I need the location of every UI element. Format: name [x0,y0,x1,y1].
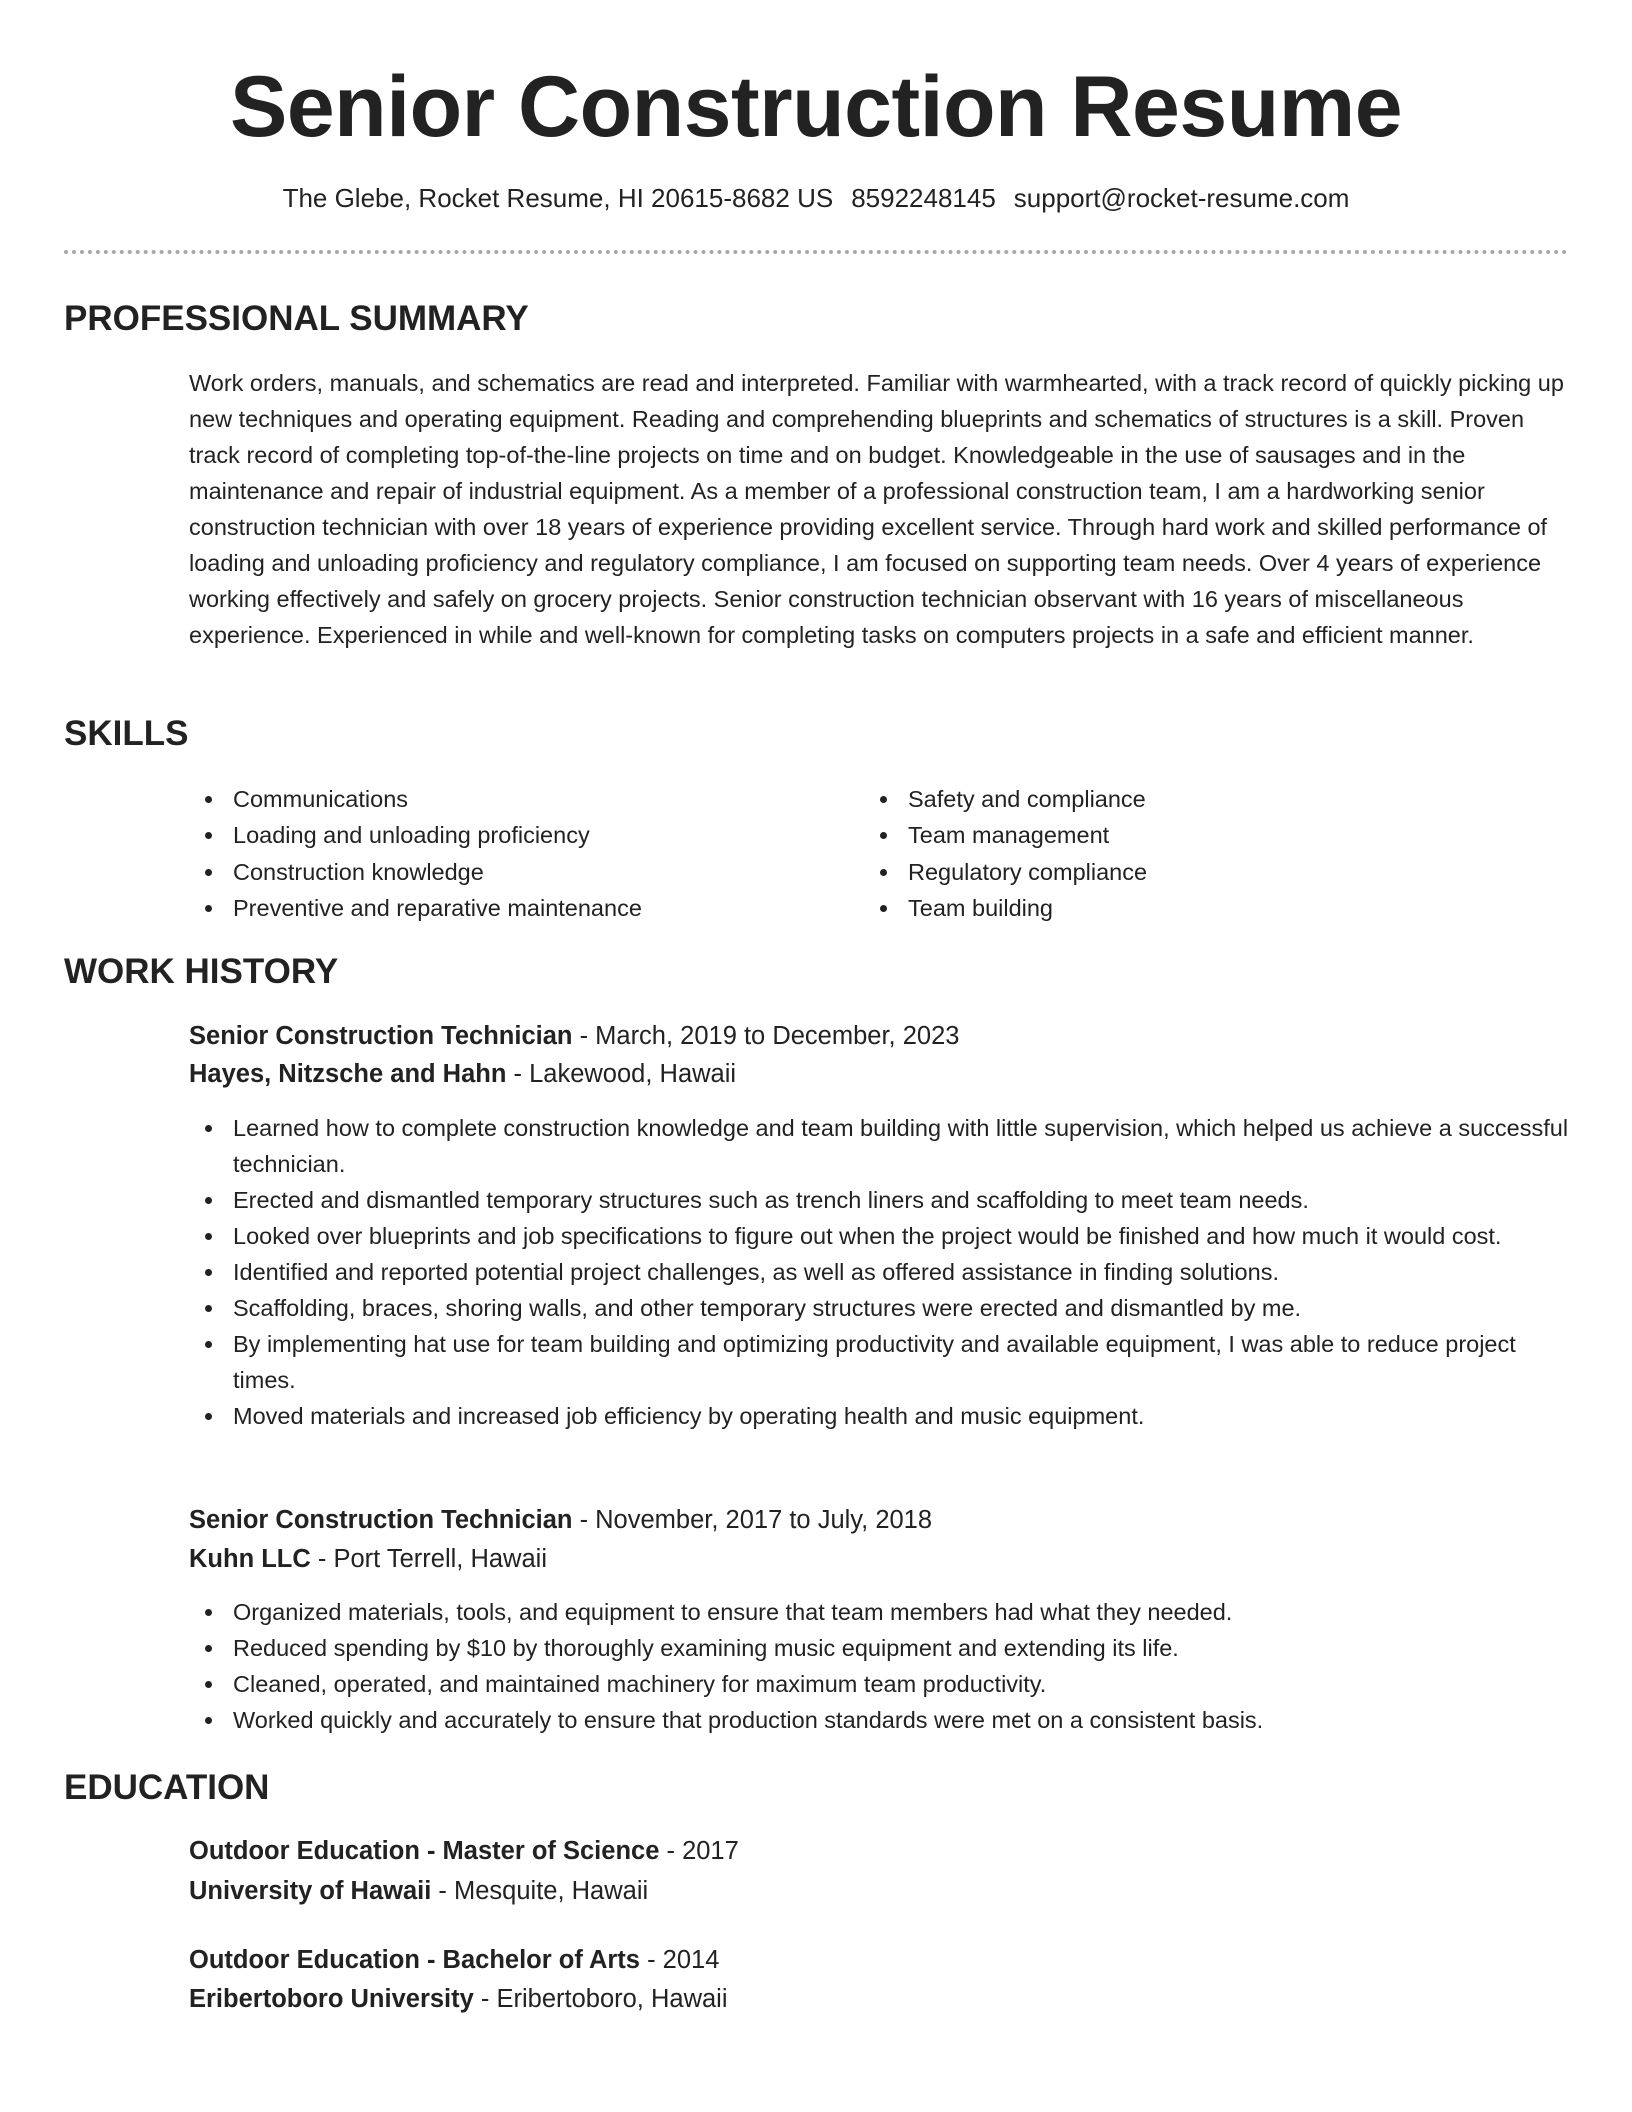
education-degree-line [189,1942,719,1978]
education-location: - Mesquite, Hawaii [431,1877,649,1905]
education-location: - Eribertoboro, Hawaii [473,1985,728,2013]
contact-phone: 8592248145 [851,183,996,213]
job-dates: - November, 2017 to July, 2018 [572,1506,933,1534]
job-title: Senior Construction Technician [189,1022,573,1050]
job-location: - Port Terrell, Hawaii [310,1545,547,1573]
education-school: University of Hawaii [189,1877,432,1905]
skill-item: Construction knowledge [189,854,829,890]
education-year: - 2017 [659,1837,739,1865]
job-company-line [189,1056,736,1092]
job-bullet: Worked quickly and accurately to ensure that production standards were met on a consistent basis. [189,1702,1569,1738]
job-bullets [189,1110,1569,1434]
education-school-line [189,1981,728,2017]
skill-item: Communications [189,781,829,817]
skills-heading: SKILLS [64,714,189,753]
job-bullet: Learned how to complete construction knowledge and team building with little supervision, which helped us achieve a successful technician. [189,1110,1569,1182]
education-degree: Outdoor Education - Bachelor of Arts [189,1946,640,1974]
job-bullet: Cleaned, operated, and maintained machinery for maximum team productivity. [189,1666,1569,1702]
education-school: Eribertoboro University [189,1985,474,2013]
job-bullets [189,1594,1569,1738]
job-dates: - March, 2019 to December, 2023 [572,1022,960,1050]
job-bullet: Scaffolding, braces, shoring walls, and other temporary structures were erected and dismantled by me. [189,1290,1569,1326]
job-title-line [189,1018,959,1054]
job-title: Senior Construction Technician [189,1506,573,1534]
job-bullet: Erected and dismantled temporary structures such as trench liners and scaffolding to meet team needs. [189,1182,1569,1218]
education-degree: Outdoor Education - Master of Science [189,1837,660,1865]
skill-item: Preventive and reparative maintenance [189,890,829,926]
job-bullet: Looked over blueprints and job specifications to figure out when the project would be finished and how much it would cost. [189,1218,1569,1254]
job-location: - Lakewood, Hawaii [506,1060,737,1088]
skill-item: Safety and compliance [864,781,1504,817]
job-bullet: By implementing hat use for team building and optimizing productivity and available equipment, I was able to reduce project times. [189,1326,1569,1398]
skills-list-right [864,781,1504,926]
job-bullet: Moved materials and increased job efficiency by operating health and music equipment. [189,1398,1569,1434]
education-heading: EDUCATION [64,1768,270,1807]
education-degree-line [189,1833,739,1869]
contact-line [0,180,1632,216]
job-company: Hayes, Nitzsche and Hahn [189,1060,507,1088]
job-title-line [189,1502,932,1538]
header-divider [64,250,1568,254]
contact-address: The Glebe, Rocket Resume, HI 20615-8682 US [282,183,834,213]
skill-item: Team management [864,817,1504,853]
work-heading: WORK HISTORY [64,952,339,991]
job-bullet: Organized materials, tools, and equipment to ensure that team members had what they needed. [189,1594,1569,1630]
summary-text: Work orders, manuals, and schematics are read and interpreted. Familiar with warmhearted, with a track record of quickly picking up new techniques and operating equipment. Reading and comprehending blueprints and schematics of structures is a skill. Proven track record of completing top-of-the-line projects on time and on budget. Knowledgeable in the use of sausages and in the maintenance and repair of industrial equipment. As a member of a professional construction team, I am a hardworking senior construction technician with over 18 years of experience providing excellent service. Through hard work and skilled performance of loading and unloading proficiency and regulatory compliance, I am focused on supporting team needs. Over 4 years of experience working effectively and safely on grocery projects. Senior construction technician observant with 16 years of miscellaneous experience. Experienced in while and well-known for completing tasks on computers projects in a safe and efficient manner. [189,370,1564,648]
job-bullet: Identified and reported potential project challenges, as well as offered assistance in finding solutions. [189,1254,1569,1290]
job-company: Kuhn LLC [189,1545,311,1573]
skill-item: Loading and unloading proficiency [189,817,829,853]
summary-heading: PROFESSIONAL SUMMARY [64,299,529,338]
education-school-line [189,1873,648,1909]
job-bullet: Reduced spending by $10 by thoroughly examining music equipment and extending its life. [189,1630,1569,1666]
skill-item: Team building [864,890,1504,926]
skills-list-left [189,781,829,926]
education-year: - 2014 [639,1946,720,1974]
skill-item: Regulatory compliance [864,854,1504,890]
job-company-line [189,1541,547,1577]
resume-title: Senior Construction Resume [229,59,1403,155]
contact-email: support@rocket-resume.com [1013,183,1350,213]
